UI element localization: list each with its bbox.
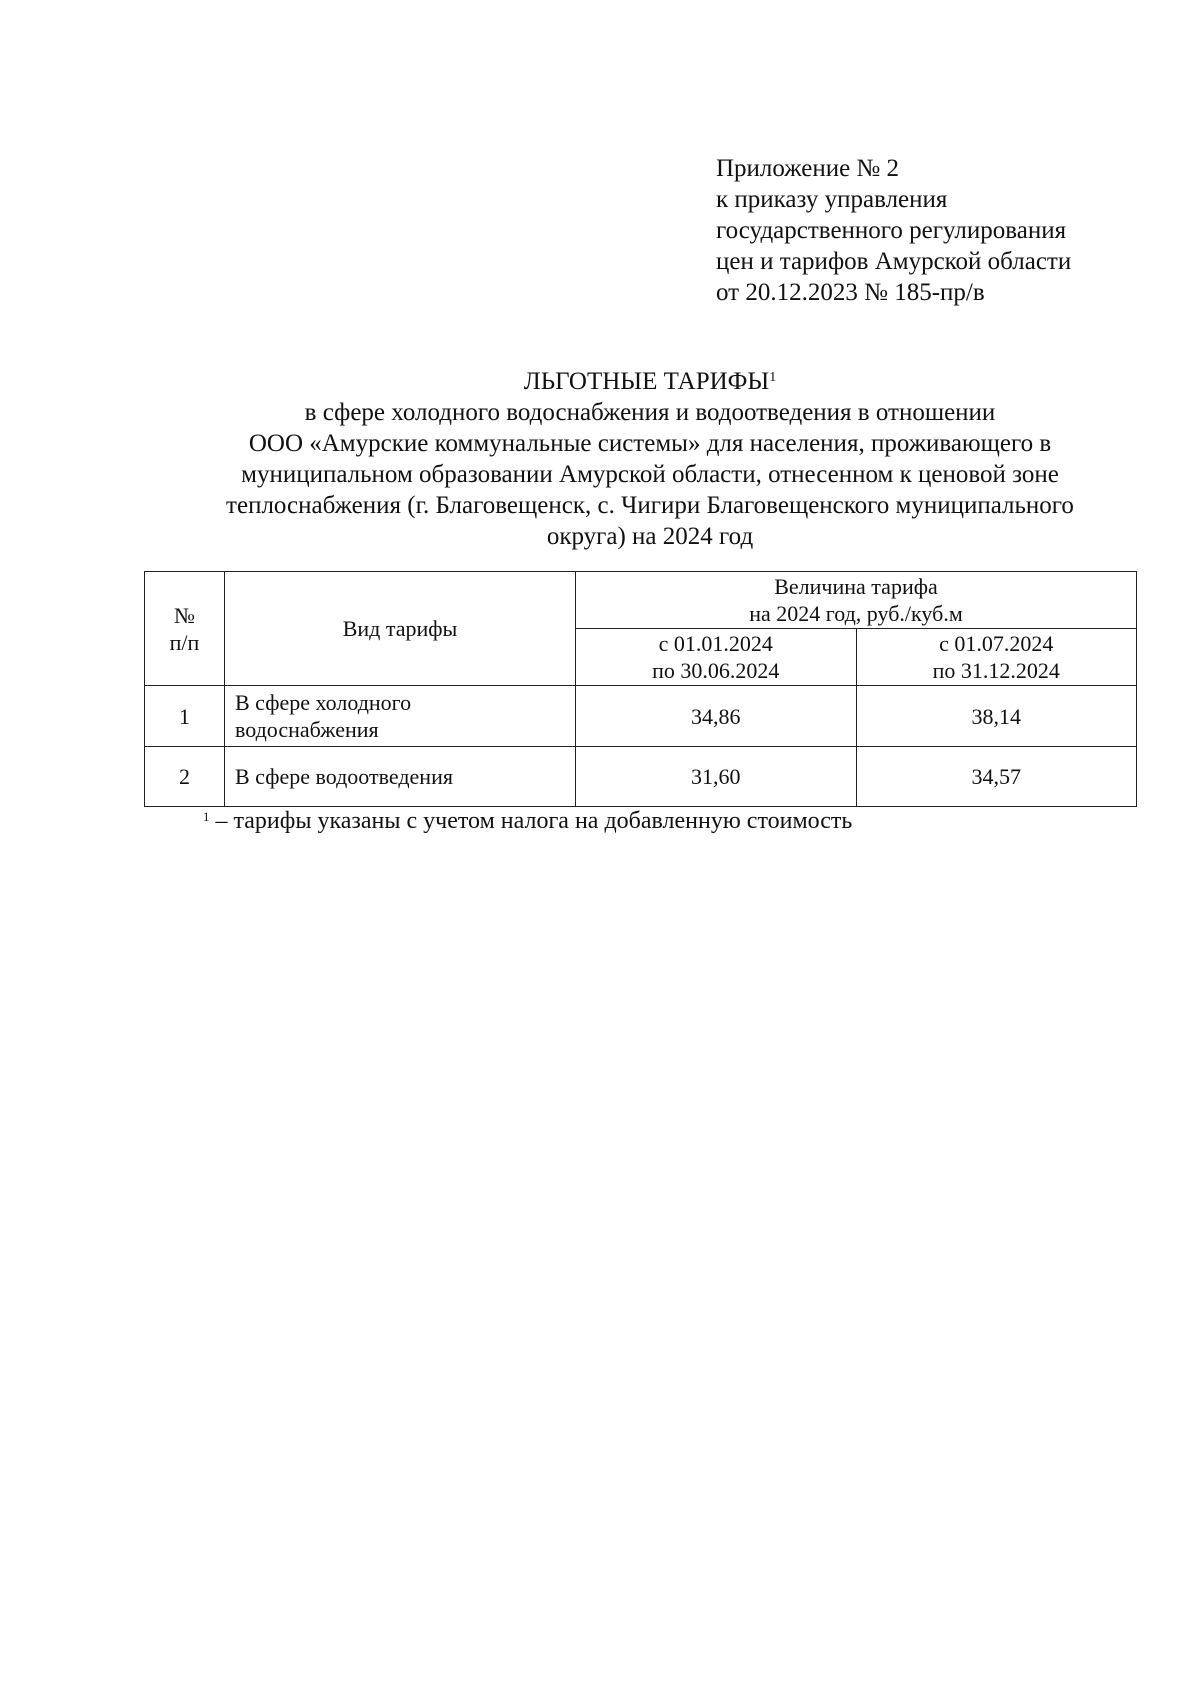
title-heading (150, 366, 1150, 397)
appendix-line: Приложение № 2 (716, 155, 900, 182)
table-row (145, 747, 1137, 807)
row-num: 2 (145, 747, 225, 807)
header-num-line: п/п (169, 629, 200, 655)
row-value-period-1: 31,60 (576, 747, 857, 807)
header-period-2 (856, 629, 1137, 686)
row-num: 1 (145, 686, 225, 747)
appendix-line: государственного регулирования (716, 217, 1067, 244)
header-value-line: на 2024 год, руб./куб.м (749, 601, 963, 626)
row-kind: В сфере водоотведения (225, 747, 576, 807)
title-line: округа) на 2024 год (546, 523, 754, 550)
row-kind-line: В сфере холодного (235, 690, 412, 715)
header-period-line: по 31.12.2024 (932, 658, 1060, 683)
appendix-reference (716, 153, 1071, 308)
title-heading-text: ЛЬГОТНЫЕ ТАРИФЫ (523, 368, 770, 395)
title-line: теплоснабжения (г. Благовещенск, с. Чигири Благовещенского муниципального (226, 492, 1074, 519)
tariff-table (144, 571, 1137, 807)
header-value (576, 572, 1137, 629)
title-line: муниципальном образовании Амурской области, отнесенном к ценовой зоне (241, 461, 1059, 488)
appendix-line: к приказу управления (716, 186, 948, 213)
title-line: в сфере холодного водоснабжения и водоотведения в отношении (304, 399, 996, 426)
row-value-period-2: 38,14 (856, 686, 1137, 747)
header-kind: Вид тарифы (225, 572, 576, 686)
appendix-line: от 20.12.2023 № 185-пр/в (716, 279, 985, 306)
header-period-line: по 30.06.2024 (652, 658, 780, 683)
footnote-mark: 1 (203, 809, 210, 824)
document-title (150, 366, 1150, 552)
footnote-text: – тарифы указаны с учетом налога на добавленную стоимость (215, 808, 853, 834)
title-line: ООО «Амурские коммунальные системы» для населения, проживающего в (248, 430, 1052, 457)
row-kind-line: водоснабжения (235, 717, 379, 742)
row-value-period-1: 34,86 (576, 686, 857, 747)
footnote (203, 806, 852, 836)
table-row (145, 686, 1137, 747)
header-period-line: с 01.07.2024 (939, 631, 1054, 656)
header-num (145, 572, 225, 686)
appendix-line: цен и тарифов Амурской области (716, 248, 1072, 275)
row-kind (225, 686, 576, 747)
table-header-row (145, 572, 1137, 629)
header-period-1 (576, 629, 857, 686)
title-heading-footnote-mark: 1 (769, 370, 777, 385)
header-value-line: Величина тарифа (774, 574, 938, 599)
row-value-period-2: 34,57 (856, 747, 1137, 807)
header-period-line: с 01.01.2024 (658, 631, 773, 656)
header-num-line: № (174, 602, 195, 628)
